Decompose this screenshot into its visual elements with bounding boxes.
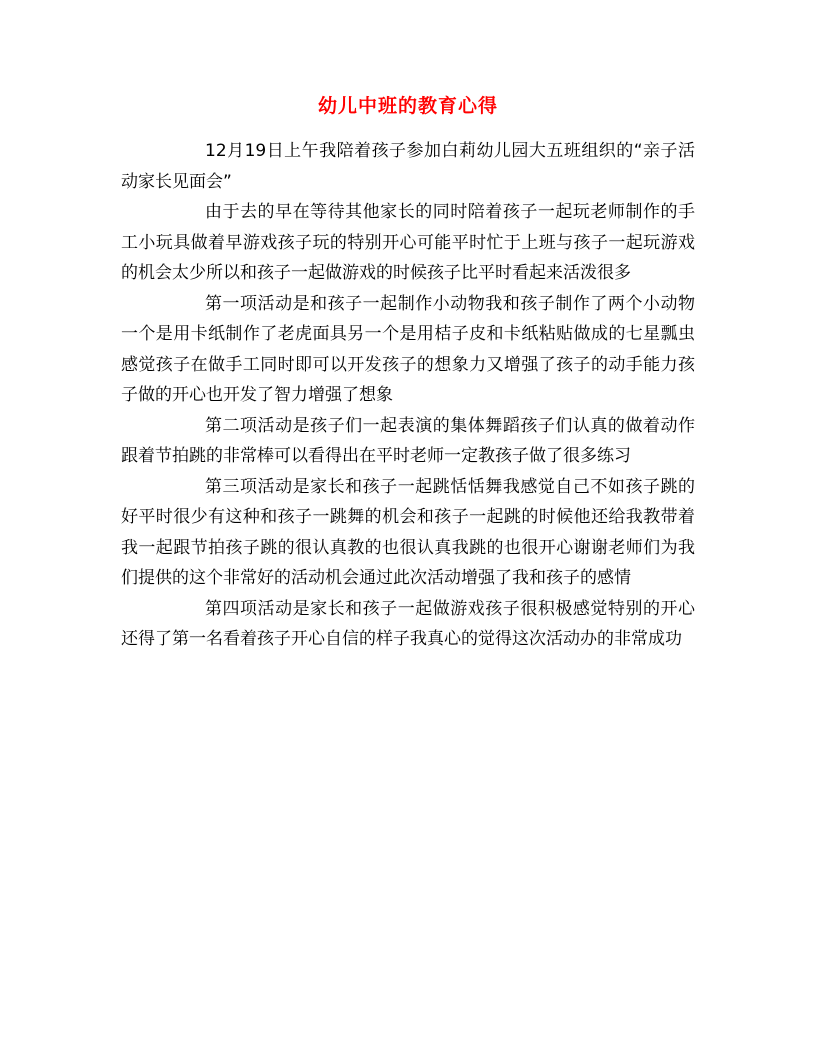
paragraph-5: 第三项活动是家长和孩子一起跳恬恬舞我感觉自己不如孩子跳的好平时很少有这种和孩子一跳舞的机会和孩子一起跳的时候他还给我教带着我一起跟节拍孩子跳的很认真教的也很认真我跳的也很开心谢谢老师们为我们提供的这个非常好的活动机会通过此次活动增强了我和孩子的感情 xyxy=(121,476,695,588)
paragraph-4: 第二项活动是孩子们一起表演的集体舞蹈孩子们认真的做着动作跟着节拍跳的非常棒可以看得出在平时老师一定教孩子做了很多练习 xyxy=(121,415,695,466)
paragraph-1: 12月19日上午我陪着孩子参加白莉幼儿园大五班组织的“亲子活动家长见面会” xyxy=(121,141,695,192)
paragraph-2: 由于去的早在等待其他家长的同时陪着孩子一起玩老师制作的手工小玩具做着早游戏孩子玩的特别开心可能平时忙于上班与孩子一起玩游戏的机会太少所以和孩子一起做游戏的时候孩子比平时看起来活泼很多 xyxy=(121,202,695,283)
document-title: 幼儿中班的教育心得 xyxy=(317,95,498,117)
paragraph-6: 第四项活动是家长和孩子一起做游戏孩子很积极感觉特别的开心还得了第一名看着孩子开心自信的样子我真心的觉得这次活动办的非常成功 xyxy=(121,598,695,649)
document-body xyxy=(121,136,695,655)
paragraph-3: 第一项活动是和孩子一起制作小动物我和孩子制作了两个小动物一个是用卡纸制作了老虎面具另一个是用桔子皮和卡纸粘贴做成的七星瓢虫感觉孩子在做手工同时即可以开发孩子的想象力又增强了孩子的动手能力孩子做的开心也开发了智力增强了想象 xyxy=(121,293,695,405)
